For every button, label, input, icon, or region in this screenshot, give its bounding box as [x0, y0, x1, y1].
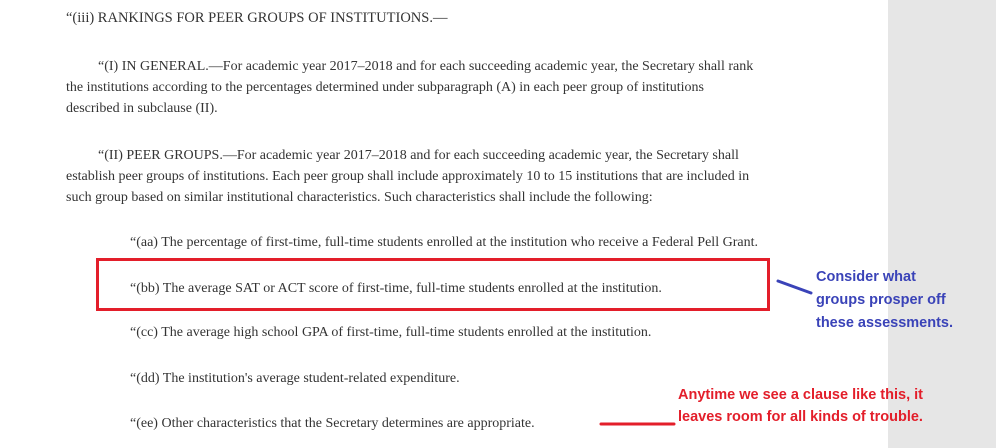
item-ee: “(ee) Other characteristics that the Secretary determines are appropriate.	[130, 416, 535, 431]
peer-groups-paragraph-line-3: such group based on similar institutional characteristics. Such characteristics shall include the following:	[66, 190, 653, 205]
item-dd: “(dd) The institution's average student-related expenditure.	[130, 371, 460, 386]
margin-panel	[888, 0, 996, 448]
general-paragraph-line-2: the institutions according to the percentages determined under subparagraph (A) in each peer group of institutions	[66, 80, 704, 95]
blue-note-line-2: groups prosper off	[816, 292, 946, 308]
highlight-box-bb	[96, 258, 770, 311]
blue-note-line-1: Consider what	[816, 269, 916, 285]
section-heading: “(iii) RANKINGS FOR PEER GROUPS OF INSTITUTIONS.—	[66, 10, 448, 26]
red-note-line-1: Anytime we see a clause like this, it	[678, 387, 923, 403]
item-aa: “(aa) The percentage of first-time, full-time students enrolled at the institution who receive a Federal Pell Grant.	[130, 235, 758, 250]
item-cc: “(cc) The average high school GPA of first-time, full-time students enrolled at the institution.	[130, 325, 652, 340]
peer-groups-paragraph-line-1: “(II) PEER GROUPS.—For academic year 2017–2018 and for each succeeding academic year, the Secretary shall	[98, 148, 739, 163]
item-bb: “(bb) The average SAT or ACT score of first-time, full-time students enrolled at the institution.	[130, 281, 662, 296]
general-paragraph-line-3: described in subclause (II).	[66, 101, 218, 116]
peer-groups-paragraph-line-2: establish peer groups of institutions. Each peer group shall include approximately 10 to 15 institutions that are included in	[66, 169, 750, 184]
general-paragraph-line-1: “(I) IN GENERAL.—For academic year 2017–2018 and for each succeeding academic year, the Secretary shall rank	[98, 59, 754, 74]
blue-note-line-3: these assessments.	[816, 315, 954, 331]
red-note-line-2: leaves room for all kinds of trouble.	[678, 409, 923, 425]
